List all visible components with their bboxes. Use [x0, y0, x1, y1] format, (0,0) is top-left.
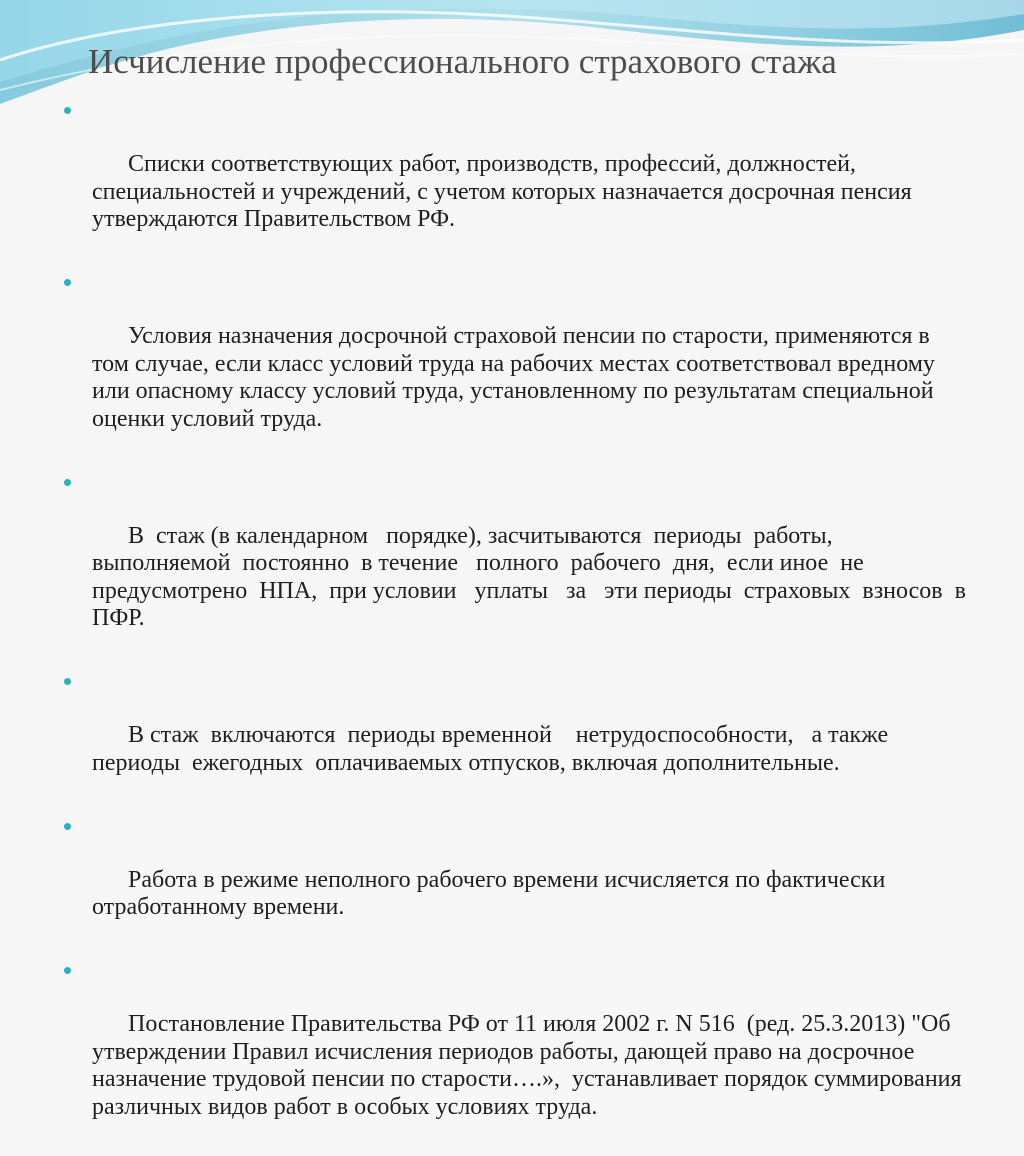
list-item-text: Списки соответствующих работ, производств, профессий, должностей, специальностей и учреждений, с учетом которых назначается досрочная пенсия утверждаются Правительством РФ.: [92, 151, 918, 232]
list-item-text: Постановление Правительства РФ от 11 июля 2002 г. N 516 (ред. 25.3.2013) "Об утверждении Правил исчисления периодов работы, дающей право на досрочное назначение трудовой пенсии по старости….», устанавливает порядок суммирования различных видов работ в особых условиях труда.: [92, 1011, 968, 1120]
list-item: [60, 956, 970, 1149]
list-item: [60, 812, 970, 950]
bullet-dot-icon: [64, 279, 71, 286]
list-item: [60, 667, 970, 805]
slide-title: Исчисление профессионального страхового стажа: [88, 42, 837, 81]
list-item: [60, 468, 970, 661]
bullet-list: [60, 96, 970, 1156]
bullet-dot-icon: [64, 107, 71, 114]
bullet-dot-icon: [64, 967, 71, 974]
bullet-dot-icon: [64, 678, 71, 685]
list-item: [60, 268, 970, 461]
list-item-text: Условия назначения досрочной страховой пенсии по старости, применяются в том случае, если класс условий труда на рабочих местах соответствовал вредному или опасному классу условий труда, установленному по результатам специальной оценки условий труда.: [92, 323, 941, 432]
list-item-text: Работа в режиме неполного рабочего времени исчисляется по фактически отработанному времени.: [92, 866, 904, 920]
bullet-dot-icon: [64, 479, 71, 486]
list-item: [60, 96, 970, 261]
list-item-text: В стаж (в календарном порядке), засчитываются периоды работы, выполняемой постоянно в течение полного рабочего дня, если иное не предусмотрено НПА, при условии уплаты за эти периоды страховых взносов в ПФР.: [92, 522, 972, 631]
list-item-text: В стаж включаются периоды временной нетрудоспособности, а также периоды ежегодных оплачиваемых отпусков, включая дополнительные.: [92, 722, 895, 776]
bullet-dot-icon: [64, 823, 71, 830]
